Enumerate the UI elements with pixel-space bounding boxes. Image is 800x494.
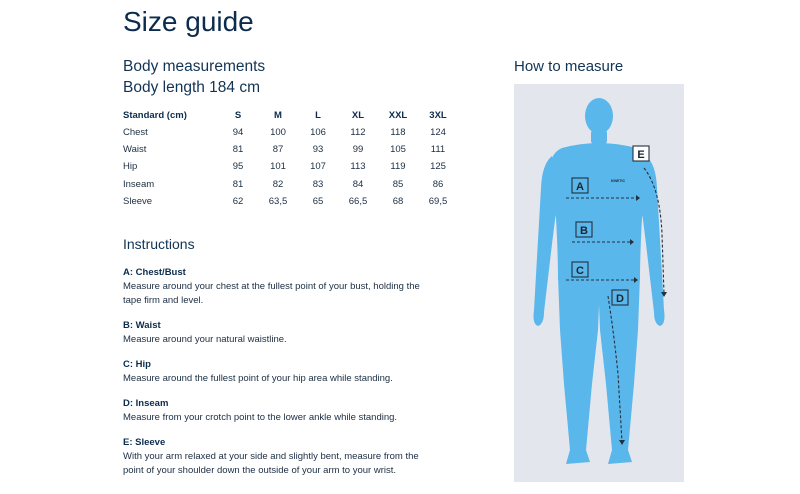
- table-cell: 100: [270, 127, 286, 139]
- header-size-s: S: [234, 110, 242, 121]
- table-cell: 107: [310, 161, 326, 173]
- instruction-text: Measure from your crotch point to the lower ankle while standing.: [123, 412, 398, 423]
- instruction-text: Measure around the fullest point of your hip area while standing.: [123, 373, 393, 384]
- table-row: [121, 158, 458, 175]
- table-row: [121, 141, 458, 158]
- subtitle-body-measurements: Body measurements: [123, 58, 266, 75]
- size-table-header: [121, 107, 458, 124]
- table-cell: 65: [312, 195, 324, 207]
- table-cell: 66,5: [348, 195, 368, 207]
- table-cell: 63,5: [268, 195, 288, 207]
- table-cell: 94: [232, 127, 244, 139]
- row-label: Sleeve: [123, 195, 153, 207]
- label-c: C: [576, 265, 584, 277]
- instruction-inseam: [123, 397, 443, 425]
- table-row: [121, 193, 458, 210]
- how-to-measure-heading: How to measure: [514, 58, 624, 75]
- row-label: Chest: [123, 127, 148, 139]
- table-cell: 82: [272, 178, 284, 190]
- table-cell: 111: [430, 144, 446, 156]
- table-cell: 93: [312, 144, 324, 156]
- instruction-text: With your arm relaxed at your side and slightly bent, measure from the: [123, 451, 419, 462]
- instructions-heading: Instructions: [123, 236, 195, 252]
- chest-logo: KINETIC: [611, 179, 625, 183]
- header-size-m: M: [274, 110, 282, 121]
- header-size-xl: XL: [351, 110, 365, 121]
- instruction-sleeve: [123, 436, 443, 478]
- instruction-title: A: Chest/Bust: [123, 267, 186, 278]
- instruction-title: E: Sleeve: [123, 437, 166, 448]
- table-cell: 83: [312, 178, 324, 190]
- table-cell: 124: [430, 127, 446, 139]
- instruction-text: point of your shoulder down the outside of your arm to your wrist.: [123, 465, 396, 476]
- table-cell: 68: [392, 195, 404, 207]
- header-size-3xl: 3XL: [429, 110, 447, 121]
- row-label: Inseam: [123, 178, 155, 190]
- table-cell: 87: [272, 144, 284, 156]
- table-cell: 99: [352, 144, 364, 156]
- instruction-waist: [123, 319, 443, 347]
- row-label: Hip: [123, 161, 138, 173]
- body-figure-illustration: [514, 84, 684, 482]
- header-size-xxl: XXL: [388, 110, 408, 121]
- instruction-text: tape firm and level.: [123, 295, 204, 306]
- header-size-l: L: [315, 110, 321, 121]
- label-e: E: [637, 149, 645, 161]
- table-cell: 81: [232, 178, 244, 190]
- instruction-title: C: Hip: [123, 359, 151, 370]
- table-row: [121, 176, 458, 193]
- table-cell: 112: [350, 127, 366, 139]
- table-cell: 113: [350, 161, 366, 173]
- table-cell: 84: [352, 178, 364, 190]
- label-d: D: [616, 293, 624, 305]
- table-cell: 85: [392, 178, 404, 190]
- table-cell: 81: [232, 144, 244, 156]
- table-cell: 62: [232, 195, 244, 207]
- table-cell: 105: [390, 144, 406, 156]
- header-standard: Standard (cm): [123, 110, 187, 121]
- table-cell: 86: [432, 178, 444, 190]
- instruction-title: D: Inseam: [123, 398, 169, 409]
- label-a: A: [576, 181, 584, 193]
- instruction-chest: [123, 266, 443, 308]
- table-cell: 101: [270, 161, 286, 173]
- instruction-text: Measure around your chest at the fullest point of your bust, holding the: [123, 281, 420, 292]
- size-table: [121, 107, 458, 210]
- table-cell: 119: [390, 161, 406, 173]
- instruction-text: Measure around your natural waistline.: [123, 334, 287, 345]
- table-cell: 106: [310, 127, 326, 139]
- body-figure-panel: [514, 84, 684, 482]
- table-cell: 95: [232, 161, 244, 173]
- label-b: B: [580, 225, 588, 237]
- table-cell: 118: [390, 127, 406, 139]
- table-cell: 125: [430, 161, 446, 173]
- table-cell: 69,5: [428, 195, 448, 207]
- row-label: Waist: [123, 144, 147, 156]
- subtitle-body-length: Body length 184 cm: [123, 79, 261, 96]
- table-row: [121, 124, 458, 141]
- instruction-hip: [123, 358, 443, 386]
- instruction-title: B: Waist: [123, 320, 161, 331]
- page-title: Size guide: [123, 6, 254, 37]
